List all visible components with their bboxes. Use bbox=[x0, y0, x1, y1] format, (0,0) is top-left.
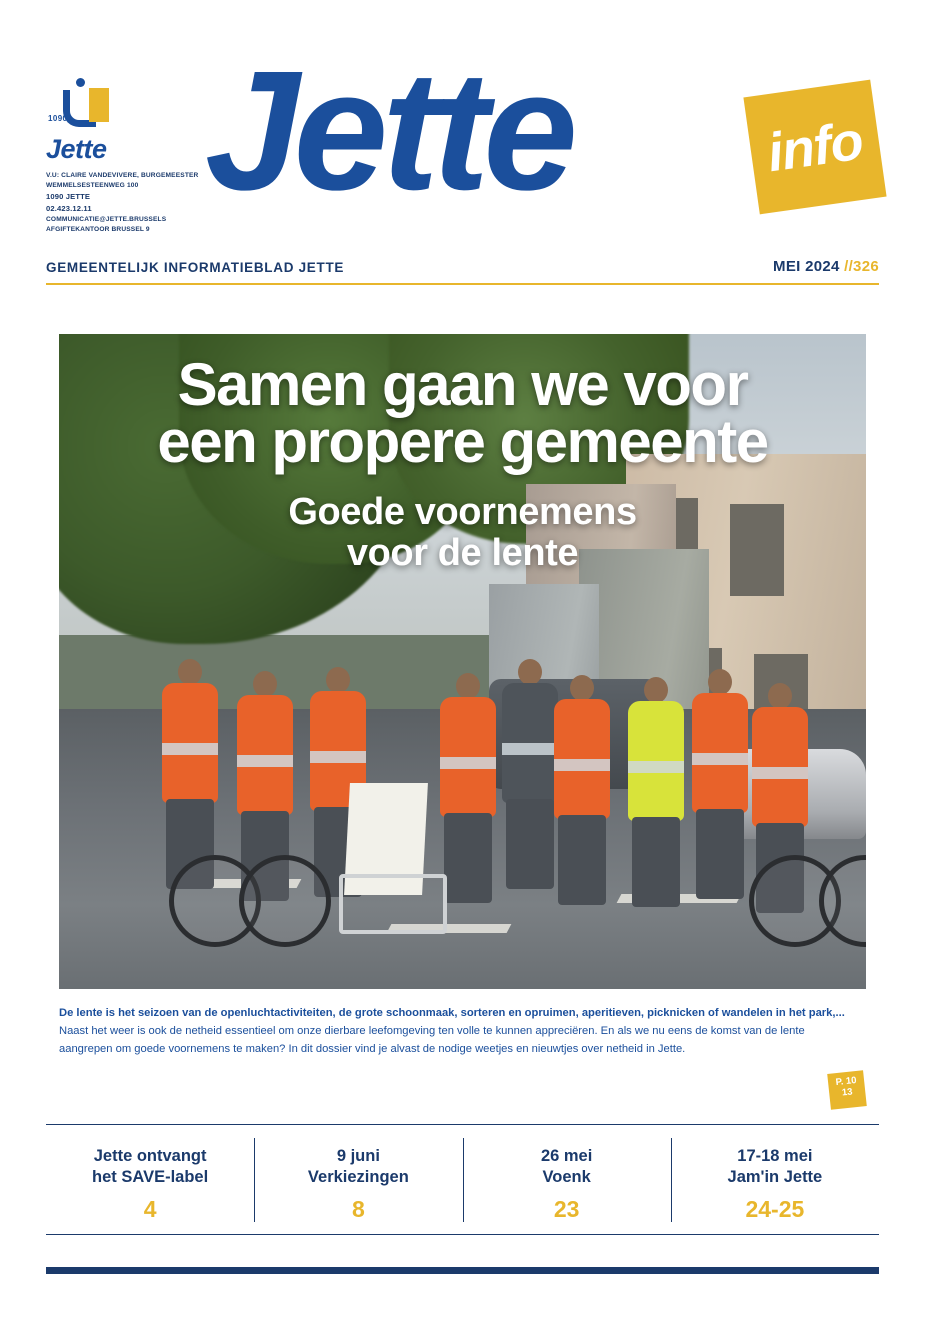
teaser-line-1: 17-18 mei bbox=[737, 1147, 813, 1165]
cover-headline-line-2: een propere gemeente bbox=[157, 408, 768, 475]
teaser-line-1: Jette ontvangt bbox=[93, 1147, 207, 1165]
teaser-item[interactable] bbox=[463, 1124, 671, 1234]
logo-mark-icon bbox=[46, 78, 112, 140]
cover-subhead-line-1: Goede voornemens bbox=[288, 491, 637, 533]
photo-worker bbox=[689, 669, 751, 899]
jette-logo bbox=[46, 78, 206, 235]
photo-bicycle-left bbox=[169, 837, 289, 947]
lead-bold-text: De lente is het seizoen van de openluchtactiviteiten, de grote schoonmaak, sorteren en opruimen, aperitieven, picknicken of wandelen in het park,... bbox=[59, 1007, 845, 1019]
teaser-line-2: Verkiezingen bbox=[307, 1168, 409, 1187]
imprint-line-2: 1090 JETTE bbox=[46, 192, 91, 202]
issue-info bbox=[773, 258, 879, 275]
imprint-line-0: V.U: CLAIRE VANDEVIVERE, BURGEMEESTER bbox=[46, 172, 199, 179]
teaser-line-2: Jam'in Jette bbox=[727, 1168, 823, 1187]
imprint-block bbox=[46, 171, 206, 235]
teaser-line-1: 9 juni bbox=[336, 1147, 380, 1165]
imprint-line-3: 02.423.12.11 bbox=[46, 204, 92, 214]
dossier-page-badge[interactable] bbox=[827, 1070, 867, 1110]
info-badge bbox=[743, 80, 886, 215]
teaser-page-number: 8 bbox=[351, 1196, 365, 1223]
imprint-line-1: WEMMELSESTEENWEG 100 bbox=[46, 182, 139, 190]
teaser-page-number: 23 bbox=[553, 1196, 580, 1223]
issue-date: MEI 2024 bbox=[773, 258, 840, 275]
imprint-line-4: COMMUNICATIE@JETTE.BRUSSELS bbox=[46, 215, 167, 223]
teaser-item[interactable] bbox=[671, 1124, 879, 1234]
teaser-page-number: 4 bbox=[143, 1196, 157, 1223]
teaser-item[interactable] bbox=[46, 1124, 254, 1234]
photo-worker bbox=[551, 675, 613, 905]
cover-photo bbox=[59, 334, 866, 989]
logo-postal-code: 1090 bbox=[48, 114, 68, 123]
photo-cart-frame bbox=[339, 874, 447, 934]
info-badge-label: info bbox=[763, 110, 867, 184]
cover-headline-line-1: Samen gaan we voor bbox=[177, 351, 748, 418]
issue-number: //326 bbox=[844, 258, 879, 275]
photo-bicycle-right bbox=[749, 837, 866, 947]
teaser-line-2: Voenk bbox=[542, 1168, 591, 1187]
lead-rest-text: Naast het weer is ook de netheid essentieel om onze dierbare leefomgeving ten volle te kunnen appreciëren. En als we nu eens de komst van de lente aangrepen om goede voornemens te maken? In dit dossier vind je alvast de nodige weetjes en nieuwtjes over netheid in Jette. bbox=[59, 1025, 805, 1056]
magazine-title: Jette bbox=[205, 36, 572, 226]
dossier-page-badge-line-1: P. 10 bbox=[835, 1074, 858, 1089]
teaser-strip bbox=[46, 1124, 879, 1234]
logo-wordmark: Jette bbox=[46, 134, 107, 164]
imprint-line-5: AFGIFTEKANTOOR BRUSSEL 9 bbox=[46, 226, 150, 234]
divider-bottom bbox=[46, 1234, 879, 1235]
teaser-line-2: het SAVE-label bbox=[92, 1168, 209, 1187]
cover-subhead-line-2: voor de lente bbox=[346, 532, 579, 575]
lead-paragraph bbox=[59, 1004, 849, 1058]
photo-waste-cart bbox=[339, 769, 449, 934]
dossier-page-badge-line-2: 13 bbox=[841, 1086, 854, 1099]
logo-dot-icon bbox=[76, 78, 85, 87]
footer-bar bbox=[46, 1267, 879, 1274]
teaser-line-1: 26 mei bbox=[540, 1147, 593, 1165]
masthead bbox=[0, 0, 925, 250]
publication-tagline: GEMEENTELIJK INFORMATIEBLAD JETTE bbox=[46, 260, 345, 275]
subhead-bar bbox=[46, 258, 879, 285]
teaser-page-number: 24-25 bbox=[745, 1196, 805, 1223]
logo-square-icon bbox=[89, 88, 109, 122]
teaser-item[interactable] bbox=[254, 1124, 462, 1234]
photo-worker-hivis bbox=[625, 677, 687, 907]
